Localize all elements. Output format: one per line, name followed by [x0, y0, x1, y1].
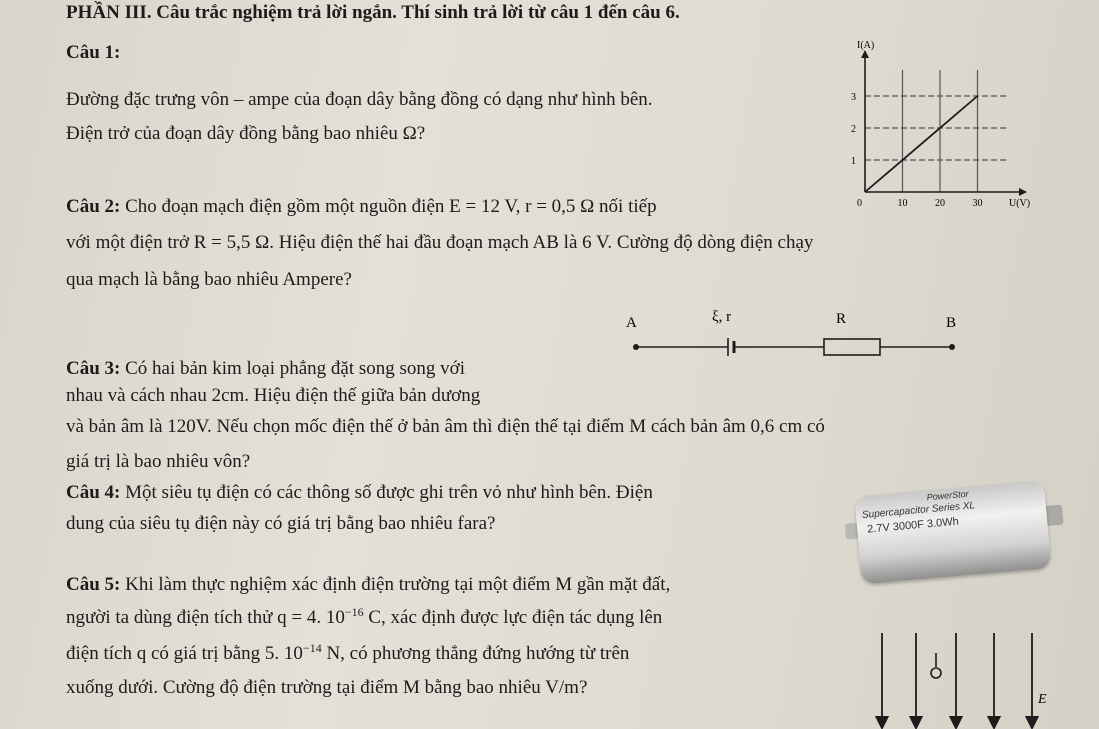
q3-line4: giá trị là bao nhiêu vôn?	[66, 451, 251, 472]
test-charge	[931, 668, 941, 678]
label-a: A	[626, 315, 637, 331]
q2-line3: qua mạch là bằng bao nhiêu Ampere?	[66, 269, 352, 290]
q5-line3-b: N, có phương thẳng đứng hướng từ trên	[321, 643, 630, 664]
label-r: R	[836, 311, 847, 327]
y-axis-label: I(A)	[857, 40, 875, 51]
field-label: E	[1038, 692, 1047, 707]
circuit-diagram	[620, 305, 980, 375]
iu-chart	[835, 40, 1035, 210]
label-source: ξ, r	[712, 309, 732, 325]
q1-line1: Đường đặc trưng vôn – ampe của đoạn dây bằng đồng có dạng như hình bên.	[66, 89, 653, 110]
q5-line2	[66, 606, 662, 629]
chart-series	[865, 96, 978, 192]
q5-line3-a: điện tích q có giá trị bằng 5. 10	[66, 643, 303, 664]
label-b: B	[946, 315, 957, 331]
section-header: PHẦN III. Câu trắc nghiệm trả lời ngắn. Thí sinh trả lời từ câu 1 đến câu 6.	[66, 2, 680, 23]
q4-line1	[66, 482, 653, 504]
q5-label: Câu 5:	[66, 574, 121, 595]
x-axis-label: U(V)	[1009, 198, 1031, 209]
field-diagram	[860, 629, 1060, 729]
q5-line2-exp: −16	[344, 605, 364, 619]
q5-line1	[66, 574, 670, 596]
x-tick-label: 20	[935, 198, 945, 209]
q2-line2: với một điện trở R = 5,5 Ω. Hiệu điện thế hai đầu đoạn mạch AB là 6 V. Cường độ dòng điện chạy	[66, 232, 814, 253]
cap-name: Supercapacitor Series XL	[861, 500, 976, 522]
q5-line3-exp: −14	[302, 641, 322, 655]
series-line	[865, 96, 978, 192]
q3-line1	[66, 358, 465, 380]
q5-line2-a: người ta dùng điện tích thử q = 4. 10	[66, 607, 345, 628]
q5-line2-b: C, xác định được lực điện tác dụng lên	[363, 607, 663, 628]
cap-brand: PowerStor	[926, 488, 970, 503]
y-axis-arrow	[861, 50, 869, 58]
node-b	[949, 344, 955, 350]
q5-text-1: Khi làm thực nghiệm xác định điện trường tại một điểm M gần mặt đất,	[125, 574, 671, 595]
cap-specs: 2.7V 3000F 3.0Wh	[866, 515, 960, 536]
y-tick-label: 2	[851, 124, 856, 135]
supercapacitor-image	[842, 469, 1069, 600]
y-tick-label: 3	[851, 92, 856, 103]
q4-label: Câu 4:	[66, 482, 121, 503]
cap-body	[854, 480, 1051, 584]
q3-text-1: Có hai bản kim loại phẳng đặt song song với	[125, 358, 466, 379]
q2-text-1: Cho đoạn mạch điện gồm một nguồn điện E = 12 V, r = 0,5 Ω nối tiếp	[125, 196, 657, 217]
q2-label: Câu 2:	[66, 196, 121, 217]
resistor-box	[824, 339, 880, 355]
q3-line3: và bản âm là 120V. Nếu chọn mốc điện thế ở bản âm thì điện thế tại điểm M cách bản âm 0,6 cm có	[66, 416, 825, 437]
q4-line2: dung của siêu tụ điện này có giá trị bằng bao nhiêu fara?	[66, 513, 496, 534]
q1-label: Câu 1:	[66, 42, 121, 63]
q5-line4: xuống dưới. Cường độ điện trường tại điểm M bằng bao nhiêu V/m?	[66, 677, 588, 698]
x-tick-label: 0	[857, 198, 862, 209]
q1-line2: Điện trở của đoạn dây đồng bằng bao nhiêu Ω?	[66, 123, 426, 144]
x-tick-label: 30	[972, 198, 983, 209]
y-tick-label: 1	[851, 156, 856, 167]
x-tick-label: 10	[897, 198, 908, 209]
q5-line3	[66, 642, 629, 665]
q3-line2: nhau và cách nhau 2cm. Hiệu điện thế giữa bản dương	[66, 385, 481, 406]
q2-line1	[66, 196, 657, 218]
q3-label: Câu 3:	[66, 358, 121, 379]
q4-text-1: Một siêu tụ điện có các thông số được ghi trên vỏ như hình bên. Điện	[125, 482, 653, 503]
x-axis-arrow	[1019, 188, 1027, 196]
